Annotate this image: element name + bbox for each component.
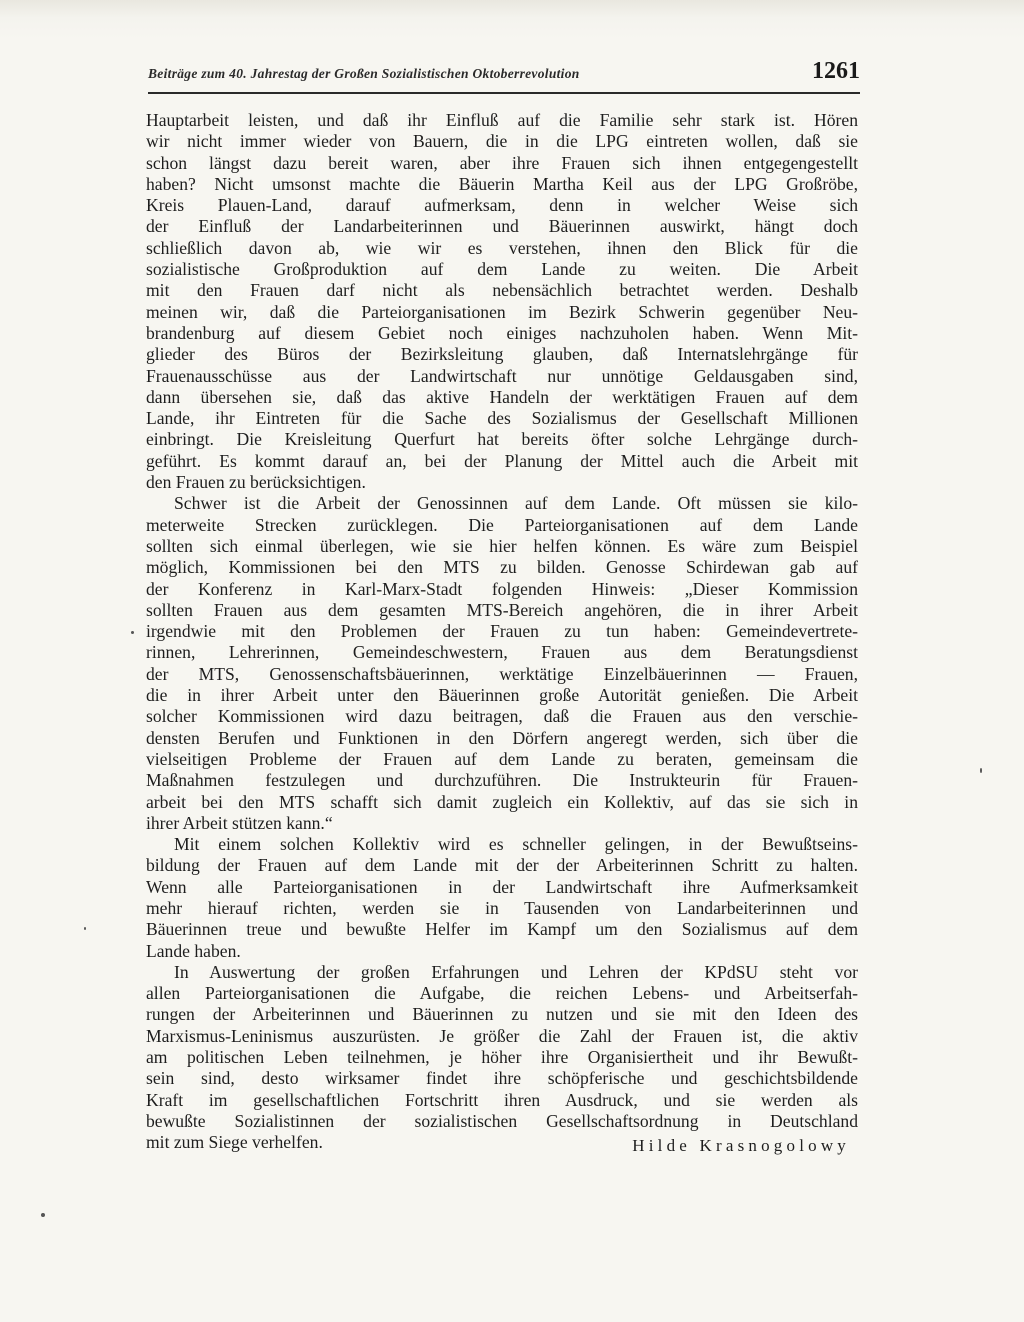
text-line: Wenn alle Parteiorganisationen in der Landwirtschaft ihre Aufmerksamkeit [146, 876, 858, 897]
text-line: sozialistische Großproduktion auf dem Lande zu weiten. Die Arbeit [146, 259, 858, 280]
text-line: bildung der Frauen auf dem Lande mit der der Arbeiterinnen Schritt zu halten. [146, 855, 858, 876]
text-line: vielseitigen Probleme der Frauen auf dem Lande zu beraten, gemeinsam die [146, 748, 858, 769]
text-line: geführt. Es kommt darauf an, bei der Planung der Mittel auch die Arbeit mit [146, 450, 858, 471]
print-speck [980, 768, 982, 773]
text-line: Kreis Plauen-Land, darauf aufmerksam, denn in welcher Weise sich [146, 195, 858, 216]
text-line: sein sind, desto wirksamer findet ihre schöpferische und geschichtsbildende [146, 1068, 858, 1089]
running-head: Beiträge zum 40. Jahrestag der Großen Sozialistischen Oktoberrevolution [148, 66, 580, 81]
text-line: dann übersehen sie, daß das aktive Handeln der werktätigen Frauen auf dem [146, 386, 858, 407]
paragraph [146, 493, 858, 834]
author-signature: Hilde Krasnogolowy [632, 1135, 850, 1155]
text-line: ihrer Arbeit stützen kann.“ [146, 812, 333, 833]
text-line: Schwer ist die Arbeit der Genossinnen auf dem Lande. Oft müssen sie kilo- [174, 493, 858, 514]
article-body [146, 110, 858, 1158]
text-line: mehr hierauf richten, werden sie in Tausenden von Landarbeiterinnen und [146, 897, 858, 918]
text-line: wir nicht immer wieder von Bauern, die in die LPG eintreten wollen, daß sie [146, 131, 858, 152]
text-line: meinen wir, daß die Parteiorganisationen im Bezirk Schwerin gegenüber Neu- [146, 301, 858, 322]
text-line: mit den Frauen darf nicht als nebensächlich betrachtet werden. Deshalb [146, 280, 858, 301]
text-line: Marxismus-Leninismus auszurüsten. Je größer die Zahl der Frauen ist, die aktiv [146, 1025, 858, 1046]
text-line: Mit einem solchen Kollektiv wird es schneller gelingen, in der Bewußtseins- [174, 834, 858, 855]
text-line: sollten Frauen aus dem gesamten MTS-Bereich angehören, die in ihrer Arbeit [146, 599, 858, 620]
text-line: arbeit bei den MTS schafft sich damit zugleich ein Kollektiv, auf das sie sich in [146, 791, 858, 812]
text-line: Lande haben. [146, 940, 241, 961]
text-line: die in ihrer Arbeit unter den Bäuerinnen große Autorität genießen. Die Arbeit [146, 685, 858, 706]
paragraph [146, 834, 858, 962]
paragraph [146, 962, 858, 1154]
text-line: solcher Kommissionen wird dazu beitragen, daß die Frauen aus den verschie- [146, 706, 858, 727]
text-line: schließlich davon ab, wie wir es verstehen, ihnen den Blick für die [146, 237, 858, 258]
text-line: am politischen Leben teilnehmen, je höher ihre Organisiertheit und ihr Bewußt- [146, 1047, 858, 1068]
text-line: der Einfluß der Landarbeiterinnen und Bäuerinnen auswirkt, hängt doch [146, 216, 858, 237]
text-line: Lande, ihr Eintreten für die Sache des Sozialismus der Gesellschaft Millionen [146, 408, 858, 429]
text-line: In Auswertung der großen Erfahrungen und Lehren der KPdSU steht vor [174, 961, 858, 982]
paragraph [146, 110, 858, 493]
text-line: mit zum Siege verhelfen. [146, 1132, 323, 1153]
text-line: den Frauen zu berücksichtigen. [146, 472, 366, 493]
text-line: Kraft im gesellschaftlichen Fortschritt ihren Ausdruck, und sie werden als [146, 1089, 858, 1110]
text-line: densten Berufen und Funktionen in den Dörfern angeregt werden, sich über die [146, 727, 858, 748]
text-line: der MTS, Genossenschaftsbäuerinnen, werktätige Einzelbäuerinnen — Frauen, [146, 663, 858, 684]
header-rule [148, 92, 860, 94]
text-line: möglich, Kommissionen bei den MTS zu bilden. Genosse Schirdewan gab auf [146, 557, 858, 578]
print-speck [84, 927, 86, 930]
text-line: allen Parteiorganisationen die Aufgabe, die reichen Lebens- und Arbeitserfah- [146, 983, 858, 1004]
text-line: glieder des Büros der Bezirksleitung glauben, daß Internatslehrgänge für [146, 344, 858, 365]
page-header [148, 58, 860, 98]
print-speck [41, 1213, 45, 1217]
text-line: irgendwie mit den Problemen der Frauen zu tun haben: Gemeindevertrete- [146, 621, 858, 642]
text-line: rungen der Arbeiterinnen und Bäuerinnen zu nutzen und sie mit den Ideen des [146, 1004, 858, 1025]
text-line: der Konferenz in Karl-Marx-Stadt folgenden Hinweis: „Dieser Kommission [146, 578, 858, 599]
text-line: Hauptarbeit leisten, und daß ihr Einfluß auf die Familie sehr stark ist. Hören [146, 110, 858, 130]
text-line: Maßnahmen festzulegen und durchzuführen. Die Instrukteurin für Frauen- [146, 770, 858, 791]
text-line: meterweite Strecken zurücklegen. Die Parteiorganisationen auf dem Lande [146, 514, 858, 535]
text-line: Frauenausschüsse aus der Landwirtschaft nur unnötige Geldausgaben sind, [146, 365, 858, 386]
text-line: schon längst dazu bereit waren, aber ihre Frauen sich ihnen entgegengestellt [146, 152, 858, 173]
page-number: 1261 [812, 58, 860, 84]
print-speck [131, 631, 134, 634]
text-line: brandenburg auf diesem Gebiet noch einiges nachzuholen haben. Wenn Mit- [146, 322, 858, 343]
text-line: haben? Nicht umsonst machte die Bäuerin Martha Keil aus der LPG Großröbe, [146, 173, 858, 194]
text-line: bewußte Sozialistinnen der sozialistischen Gesellschaftsordnung in Deutschland [146, 1110, 858, 1131]
text-line: sollten sich einmal überlegen, wie sie hier helfen können. Es wäre zum Beispiel [146, 535, 858, 556]
text-line: Bäuerinnen treue und bewußte Helfer im Kampf um den Sozialismus auf dem [146, 919, 858, 940]
text-line: rinnen, Lehrerinnen, Gemeindeschwestern, Frauen aus dem Beratungsdienst [146, 642, 858, 663]
text-line: einbringt. Die Kreisleitung Querfurt hat bereits öfter solche Lehrgänge durch- [146, 429, 858, 450]
